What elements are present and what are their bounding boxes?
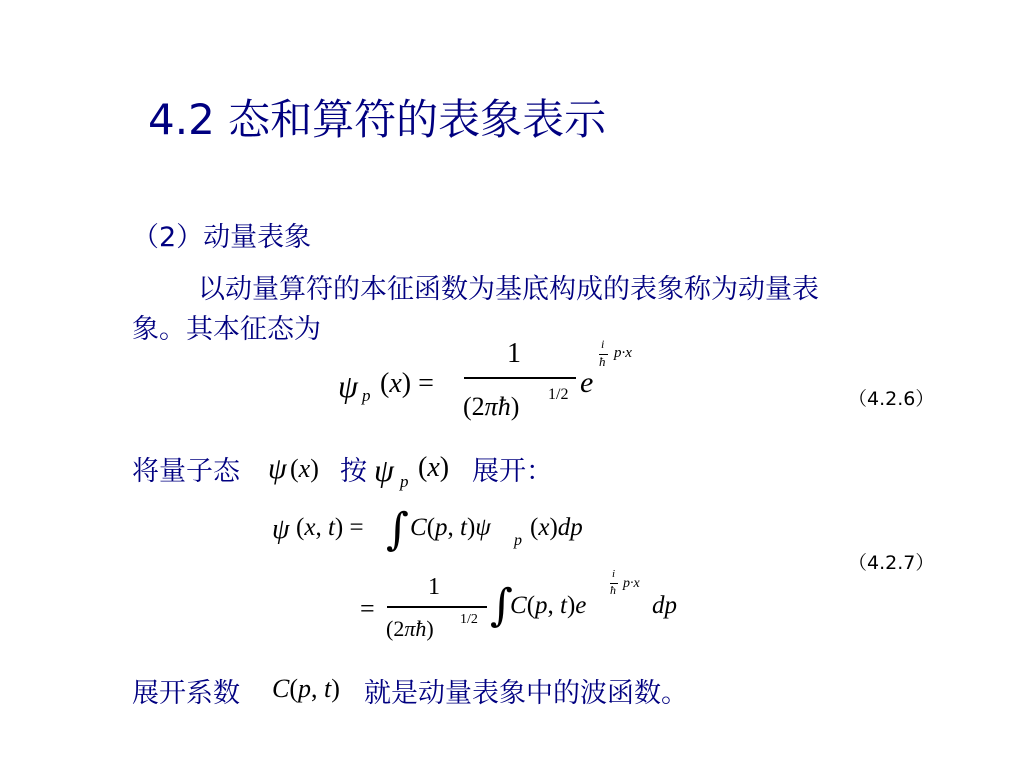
section-subtitle: （2）动量表象 — [132, 222, 312, 253]
slide-title: 4.2 态和算符的表象表示 — [148, 95, 607, 144]
equation-number-4-2-6: （4.2.6） — [848, 388, 935, 410]
coef-prefix: 展开系数 — [132, 678, 240, 709]
expand-suffix: 展开： — [472, 456, 553, 487]
paragraph-line-1: 以动量算符的本征函数为基底构成的表象称为动量表 — [198, 274, 819, 305]
paragraph-line-2: 象。其本征态为 — [132, 314, 321, 345]
expand-middle: 按 — [340, 456, 367, 487]
equation-number-4-2-7: （4.2.7） — [848, 552, 935, 574]
slide: 4.2 态和算符的表象表示 （2）动量表象 以动量算符的本征函数为基底构成的表象称为动量表 象。其本征态为 ψ p (x) = 1 (2πħ) 1/2 e i ħ p·x （4.2.6） 将量子态 ψ (x) 按 ψ p (x) 展开： ψ (x, t) = ∫ C(p, t)ψ p (x)dp （4.2.7） = 1 (2πħ) 1/2 ∫ C(p, t)e i ħ p·x dp 展开系数 C(p, t) 就是动量表象中的波函数。 — [0, 0, 1024, 768]
expand-prefix: 将量子态 — [132, 456, 240, 487]
coef-suffix: 就是动量表象中的波函数。 — [364, 678, 688, 709]
